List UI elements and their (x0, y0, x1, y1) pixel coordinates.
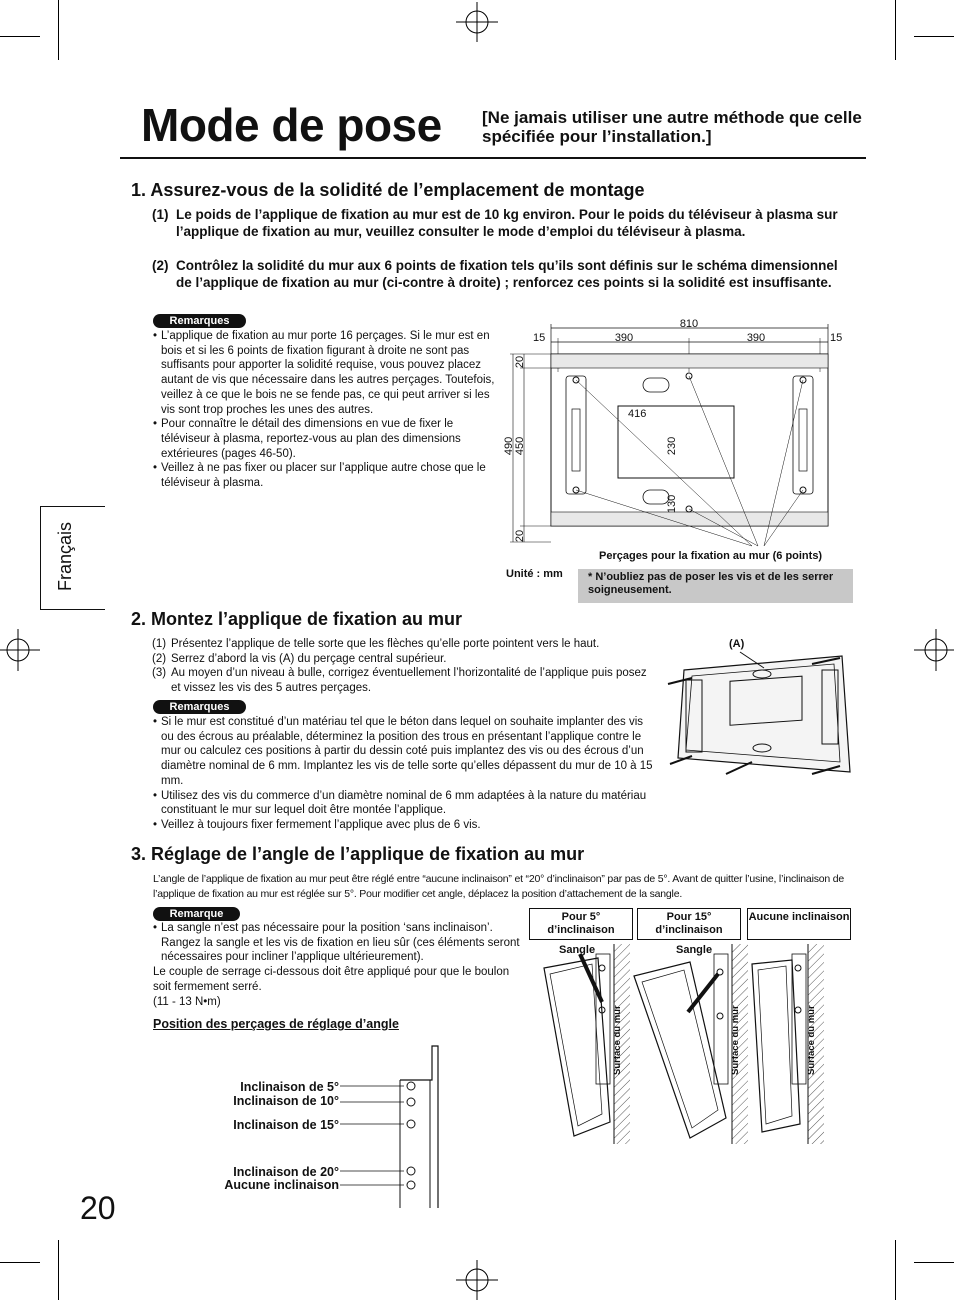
note-item: • Veillez à ne pas fixer ou placer sur l’applique autre chose que le téléviseur à plasma. (153, 461, 498, 490)
torque-note: Le couple de serrage ci-dessous doit être appliqué pour que le boulon soit fermement serré. (153, 966, 510, 993)
note-label: Remarque (153, 907, 240, 921)
notes-label: Remarques (153, 314, 246, 328)
step-text: Le poids de l’applique de fixation au mur est de 10 kg environ. Pour le poids du téléviseur à plasma sur l’applique de fixation au mur, veuillez consulter le mode d’emploi du téléviseur à plasma. (176, 207, 838, 239)
step-number: (1) (152, 638, 167, 650)
step-item (152, 652, 658, 667)
angle-holes-diagram (340, 1040, 440, 1210)
step-text: Au moyen d’un niveau à bulle, corrigez éventuellement l’horizontalité de l’applique puis posez et vissez les vis des 5 autres perçages. (171, 667, 647, 695)
crop-mark (914, 36, 954, 37)
page-title: Mode de pose (141, 99, 442, 151)
figure-label-a: (A) (729, 638, 745, 650)
step-number: (1) (152, 207, 169, 222)
dim-total: 810 (679, 318, 699, 330)
note-item: • Si le mur est constitué d’un matériau tel que le béton dans lequel on souhaite implanter des vis ou des écrous au préalable, déterminez la position des trous en présentant l’applique contre le mur ou calculez ces positions à partir du dessin coté puis implantez des vis ou des écrous d’un diamètre nominal de 6 mm. Implantez les vis de telle sorte qu’elles dépassent du mur de 10 à 15 mm. (153, 715, 653, 789)
dim-left-margin: 15 (533, 332, 546, 344)
registration-mark-bottom (456, 1260, 498, 1300)
section3-note (153, 921, 525, 1009)
dim-bottom-gap: 20 (514, 529, 526, 543)
dim-center-height: 230 (666, 436, 678, 456)
bracket-dimension-diagram (500, 314, 850, 554)
note-item: • Pour connaître le détail des dimensions en vue de fixer le téléviseur à plasma, reportez-vous au plan des dimensions extérieures (pages 46-50). (153, 417, 498, 461)
hole-label-20: Inclinaison de 20° (233, 1165, 339, 1179)
section2-heading: 2. Montez l’applique de fixation au mur (131, 609, 463, 629)
dim-top-gap: 20 (514, 355, 526, 369)
registration-mark-top (456, 2, 498, 42)
hole-label-10: Inclinaison de 10° (233, 1094, 339, 1108)
step-item (152, 666, 658, 695)
dim-height-outer: 490 (503, 436, 515, 456)
crop-mark (895, 1240, 896, 1300)
panel-label-5deg: Pour 5° d’inclinaison (529, 908, 633, 940)
hole-label-15: Inclinaison de 15° (233, 1118, 339, 1132)
unit-label: Unité : mm (506, 568, 563, 580)
step-text: Contrôlez la solidité du mur aux 6 points de fixation tels qu’ils sont définis sur le schéma dimensionnel de l’applique de fixation au mur (ci-contre à droite) ; renforcez ces points si la solidité est insuffisante. (176, 258, 838, 290)
crop-mark (58, 1240, 59, 1300)
crop-mark (895, 0, 896, 60)
wall-label: Surface du mur (806, 1005, 817, 1075)
step-text: Présentez l’applique de telle sorte que les flèches qu’elle porte pointent vers le haut. (171, 638, 600, 650)
strap-label: Sangle (676, 944, 713, 956)
section1-notes (153, 329, 498, 491)
crop-mark (914, 1262, 954, 1263)
step-item (152, 637, 658, 652)
registration-mark-right (914, 629, 954, 671)
crop-mark (0, 1262, 40, 1263)
step-number: (2) (152, 258, 169, 273)
reminder-box: * N’oubliez pas de poser les vis et de les serrer soigneusement. (578, 569, 853, 603)
dim-lower-height: 130 (666, 494, 678, 514)
bracket-mounting-figure (662, 648, 858, 782)
holes-heading: Position des perçages de réglage d’angle (153, 1017, 399, 1031)
dim-left-half: 390 (614, 332, 634, 344)
strap-label: Sangle (559, 944, 596, 956)
torque-value: (11 - 13 N•m) (153, 995, 221, 1008)
section2-notes (153, 715, 653, 833)
hole-label-none: Aucune inclinaison (224, 1178, 339, 1192)
page-subtitle: [Ne jamais utiliser une autre méthode que celle spécifiée pour l’installation.] (482, 108, 862, 146)
section1-heading: 1. Assurez-vous de la solidité de l’emplacement de montage (131, 180, 645, 200)
step-text: Serrez d’abord la vis (A) du perçage central supérieur. (171, 652, 447, 665)
hole-label-5: Inclinaison de 5° (240, 1080, 339, 1094)
notes-label: Remarques (153, 700, 246, 714)
section1-step (152, 257, 852, 291)
language-tab-label: Français (55, 521, 75, 591)
dim-height-inner: 450 (514, 436, 526, 456)
note-item: • L’applique de fixation au mur porte 16 perçages. Si le mur est en bois et si les 6 points de fixation figurant à droite ne sont pas suffisants pour apporter la solidité requise, vous pouvez placez autant de vis que nécessaire dans les autres perçages. Toutefois, veillez à ce que le bois ne se fende pas, ce qui peut arriver si les vis sont trop proches les unes des autres. (153, 329, 498, 417)
diagram-caption: Perçages pour la fixation au mur (6 points) (599, 550, 823, 562)
title-rule (120, 157, 866, 159)
step-number: (2) (152, 652, 167, 665)
note-item: • Utilisez des vis du commerce d’un diamètre nominal de 6 mm adaptées à la nature du matériau constituant le mur sur lequel doit être montée l’applique. (153, 789, 653, 818)
page-number: 20 (80, 1190, 116, 1226)
dim-right-half: 390 (746, 332, 766, 344)
registration-mark-left (0, 629, 40, 671)
note-item: • Veillez à toujours fixer fermement l’applique avec plus de 6 vis. (153, 818, 653, 833)
section3-heading: 3. Réglage de l’angle de l’applique de fixation au mur (131, 844, 585, 864)
panel-label-none: Aucune inclinaison (747, 908, 851, 940)
section2-steps (152, 637, 658, 696)
step-number: (3) (152, 667, 167, 680)
wall-label: Surface du mur (612, 1005, 623, 1075)
dim-right-margin: 15 (830, 332, 843, 344)
panel-label-15deg: Pour 15° d’inclinaison (637, 908, 741, 940)
note-item: • La sangle n’est pas nécessaire pour la position ‘sans inclinaison’. Rangez la sangle et les vis de fixation en lieu sûr (ces éléments seront nécessaires pour incliner l’applique ultérieurement). (153, 921, 525, 965)
section1-step (152, 206, 852, 240)
crop-mark (58, 0, 59, 60)
dim-center-width: 416 (628, 408, 647, 420)
language-tab (40, 506, 105, 610)
section3-intro: L’angle de l’applique de fixation au mur peut être réglé entre “aucune inclinaison” et “20° d’inclinaison” par pas de 5°. Avant de quitter l’usine, l’inclinaison de l’applique de fixation au mur est réglée sur 5°. Pour modifier cet angle, déplacez la position d’attachement de la sangle. (153, 873, 845, 900)
crop-mark (0, 36, 40, 37)
wall-label: Surface du mur (730, 1005, 741, 1075)
